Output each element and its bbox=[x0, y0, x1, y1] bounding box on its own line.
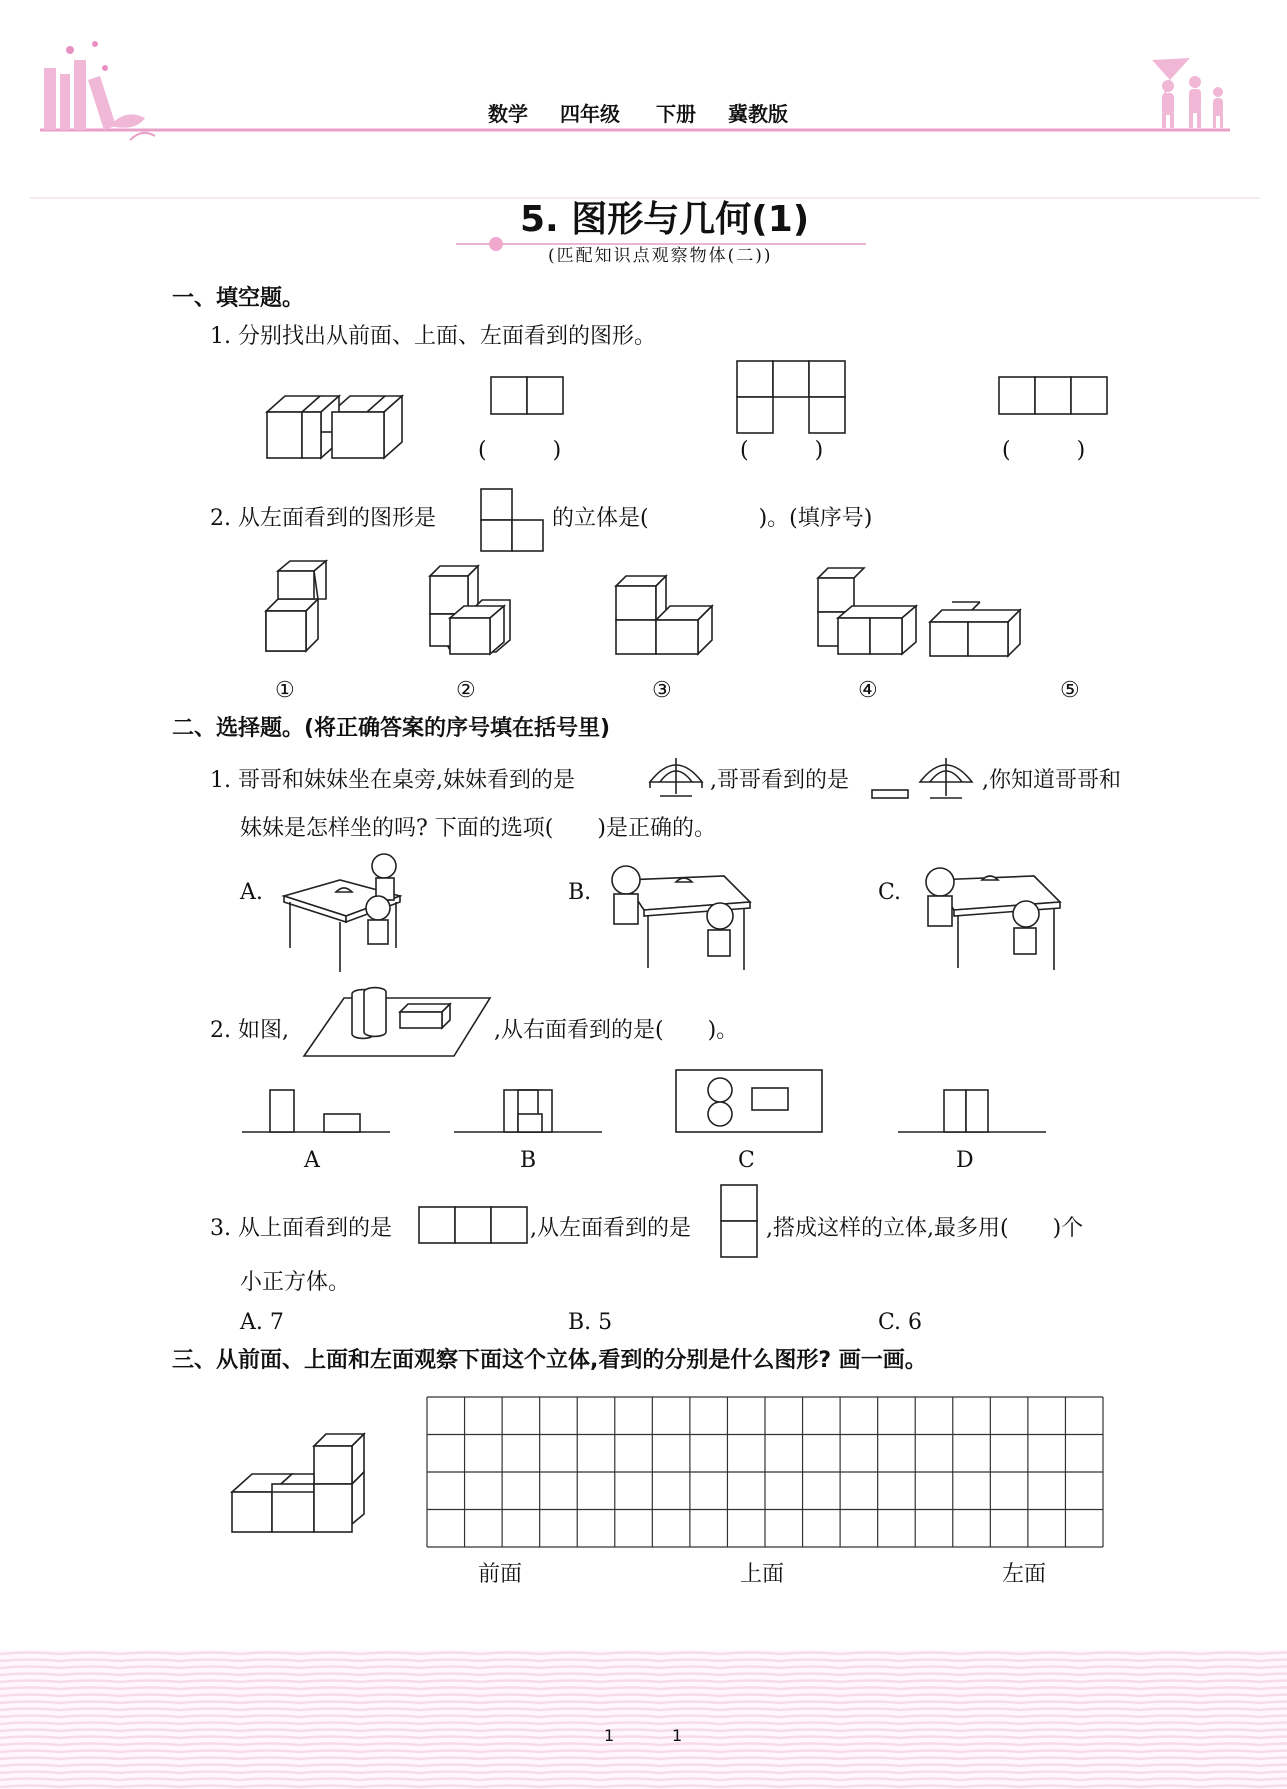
part2-q2-suffix: ,从右面看到的是( )。 bbox=[494, 1018, 739, 1043]
part2-q3-line2: 小正方体。 bbox=[240, 1270, 351, 1295]
q1-view-b bbox=[736, 360, 846, 435]
q2-option-4-label: ④ bbox=[858, 678, 878, 703]
brother-view-lamp-icon bbox=[870, 754, 980, 802]
q2-table-objects-figure bbox=[304, 988, 490, 1058]
q1-blank-b[interactable]: ( ) bbox=[740, 438, 824, 463]
page-subtitle: (匹配知识点观察物体(二)) bbox=[548, 246, 773, 266]
q2-left-view-figure bbox=[480, 488, 546, 554]
part2-heading: 二、选择题。(将正确答案的序号填在括号里) bbox=[172, 716, 611, 741]
drawing-grid[interactable] bbox=[426, 1396, 1104, 1548]
scene-b-illustration bbox=[604, 850, 754, 978]
part2-q3-option-b[interactable]: B. 5 bbox=[568, 1310, 613, 1335]
q2-option-1-label: ① bbox=[275, 678, 295, 703]
q3-top-view-figure bbox=[418, 1206, 528, 1246]
q2-choice-a-label[interactable]: A bbox=[304, 1148, 320, 1173]
part2-q1-line1c: ,你知道哥哥和 bbox=[982, 768, 1121, 793]
header-decoration bbox=[0, 0, 1287, 200]
label-top: 上面 bbox=[740, 1562, 785, 1587]
q2-choice-b-figure bbox=[454, 1090, 602, 1132]
part2-q1-line1b: ,哥哥看到的是 bbox=[710, 768, 849, 793]
q2-option-3-label: ③ bbox=[652, 678, 672, 703]
part2-q2-prefix: 2. 如图, bbox=[210, 1018, 289, 1043]
part1-q2-prefix: 2. 从左面看到的图形是 bbox=[210, 506, 436, 531]
page-number-left: 1 bbox=[604, 1726, 615, 1745]
q2-choice-c-label[interactable]: C bbox=[738, 1148, 755, 1173]
q2-choice-d-label[interactable]: D bbox=[956, 1148, 974, 1173]
q2-choice-figures bbox=[240, 1068, 1060, 1134]
part1-q2-suffix: 的立体是( )。(填序号) bbox=[552, 506, 873, 531]
q2-option-5-label: ⑤ bbox=[1060, 678, 1080, 703]
books-logo-icon bbox=[44, 41, 155, 140]
header-subject: 数学 bbox=[488, 102, 528, 126]
q2-choice-d-figure bbox=[898, 1090, 1046, 1132]
part2-q1-option-a[interactable]: A. bbox=[240, 880, 263, 905]
part1-q1-text: 1. 分别找出从前面、上面、左面看到的图形。 bbox=[210, 324, 656, 349]
q2-option-figures bbox=[260, 566, 1120, 676]
q1-view-c bbox=[998, 376, 1108, 416]
page-title: 5. 图形与几何(1) bbox=[520, 199, 810, 240]
label-front: 前面 bbox=[478, 1562, 523, 1587]
scene-c-illustration bbox=[914, 850, 1064, 978]
header-grade: 四年级 bbox=[560, 102, 620, 126]
header-edition: 冀教版 bbox=[728, 102, 788, 126]
q2-option-1-figure bbox=[266, 561, 326, 651]
part3-solid-figure bbox=[228, 1432, 368, 1542]
children-kite-icon bbox=[1152, 58, 1223, 128]
q2-option-2-label: ② bbox=[456, 678, 476, 703]
q2-choice-c-figure bbox=[676, 1070, 822, 1132]
part2-q1-line1a: 1. 哥哥和妹妹坐在桌旁,妹妹看到的是 bbox=[210, 768, 575, 793]
q3-left-view-figure bbox=[720, 1184, 760, 1260]
part2-q1-option-c[interactable]: C. bbox=[878, 880, 902, 905]
part2-q1-line2: 妹妹是怎样坐的吗? 下面的选项( )是正确的。 bbox=[240, 816, 716, 841]
q1-view-a bbox=[490, 376, 565, 416]
part1-heading: 一、填空题。 bbox=[172, 286, 305, 311]
part2-q1-option-b[interactable]: B. bbox=[568, 880, 592, 905]
q1-blank-c[interactable]: ( ) bbox=[1002, 438, 1086, 463]
q2-choice-b-label[interactable]: B bbox=[520, 1148, 537, 1173]
part2-q3-line1b: ,从左面看到的是 bbox=[530, 1216, 691, 1241]
page-number-right: 1 bbox=[672, 1726, 683, 1745]
q2-choice-a-figure bbox=[242, 1090, 390, 1132]
q2-option-5-figure bbox=[930, 602, 1020, 656]
q1-blank-a[interactable]: ( ) bbox=[478, 438, 562, 463]
q2-option-3-figure bbox=[616, 576, 712, 654]
q2-option-4-figure bbox=[818, 568, 916, 654]
header-volume: 下册 bbox=[656, 102, 696, 126]
scene-a-illustration bbox=[280, 848, 420, 976]
sister-view-lamp-icon bbox=[646, 754, 706, 802]
label-left: 左面 bbox=[1002, 1562, 1047, 1587]
q1-solid-figure bbox=[262, 382, 410, 452]
part2-q3-option-c[interactable]: C. 6 bbox=[878, 1310, 923, 1335]
part3-heading: 三、从前面、上面和左面观察下面这个立体,看到的分别是什么图形? 画一画。 bbox=[172, 1348, 927, 1373]
footer-stripes bbox=[0, 1650, 1287, 1789]
part2-q3-line1a: 3. 从上面看到的是 bbox=[210, 1216, 392, 1241]
part2-q3-option-a[interactable]: A. 7 bbox=[240, 1310, 284, 1335]
part2-q3-line1c: ,搭成这样的立体,最多用( )个 bbox=[766, 1216, 1084, 1241]
q2-option-2-figure bbox=[430, 566, 510, 654]
